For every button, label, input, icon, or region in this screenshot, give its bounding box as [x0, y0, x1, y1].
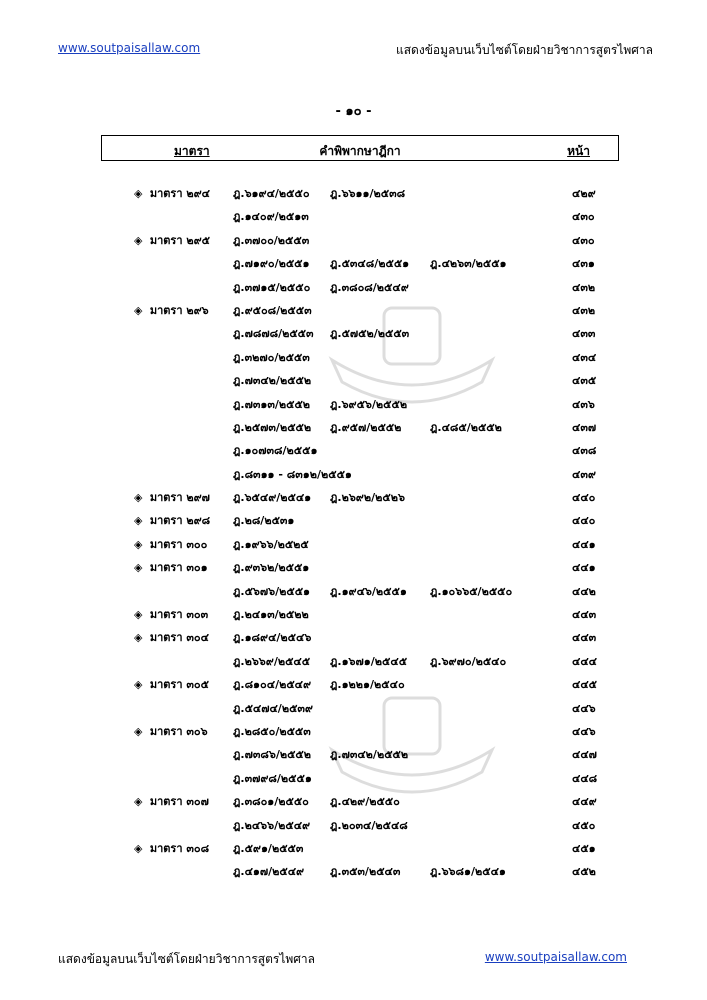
page-ref: ๔๕๒: [572, 865, 596, 879]
table-row: [0, 648, 707, 671]
section-text: มาตรา ๓๐๖: [149, 724, 208, 738]
case-ref: ฎ.๙๓๖๒/๒๕๕๑: [233, 561, 310, 575]
table-row: [0, 461, 707, 484]
page-ref: ๔๔๒: [572, 584, 596, 598]
case-ref: ฎ.๑๖๗๑/๒๕๔๕: [330, 654, 408, 668]
case-ref: ฎ.๓๘๐๑/๒๕๕๐: [233, 795, 309, 809]
table-row: [0, 484, 707, 507]
section-label: [134, 301, 209, 319]
section-label: [134, 792, 209, 810]
page-ref: ๔๔๐: [572, 491, 596, 505]
table-row: [0, 180, 707, 203]
case-ref: ฎ.๘๑๐๔/๒๕๔๙: [233, 678, 312, 692]
table-row: [0, 203, 707, 226]
case-ref: ฎ.๓๕๓/๒๕๔๓: [330, 865, 401, 879]
diamond-bullet-icon: ◈: [134, 841, 143, 855]
diamond-bullet-icon: ◈: [134, 233, 143, 247]
case-ref: ฎ.๑๐๖๖๕/๒๕๕๐: [430, 584, 513, 598]
table-row: [0, 391, 707, 414]
case-ref: ฎ.๗๓๘๖/๒๕๕๒: [233, 748, 311, 762]
case-ref: ฎ.๕๓๔๘/๒๕๕๑: [330, 257, 410, 271]
page-ref: ๔๓๑: [572, 257, 595, 271]
table-row: [0, 858, 707, 881]
case-ref: ฎ.๖๕๔๙/๒๕๔๑: [233, 491, 312, 505]
section-text: มาตรา ๓๐๔: [149, 631, 209, 645]
table-row: [0, 812, 707, 835]
page-ref: ๔๓๔: [572, 350, 597, 364]
section-label: [134, 628, 209, 646]
section-label: [134, 511, 210, 529]
page-ref: ๔๓๘: [572, 444, 597, 458]
page-ref: ๔๔๑: [572, 561, 596, 575]
table-row: [0, 507, 707, 530]
case-ref: ฎ.๖๖๘๑/๒๕๔๑: [430, 865, 506, 879]
section-text: มาตรา ๓๐๐: [149, 537, 208, 551]
table-row: [0, 367, 707, 390]
case-ref: ฎ.๑๒๒๑/๒๕๔๐: [330, 678, 405, 692]
case-ref: ฎ.๑๐๗๓๘/๒๕๕๑: [233, 444, 318, 458]
page-ref: ๔๔๕: [572, 678, 597, 692]
table-row: [0, 437, 707, 460]
case-ref: ฎ.๙๕๗/๒๕๕๒: [330, 420, 402, 434]
table-row: [0, 765, 707, 788]
section-label: [134, 722, 208, 740]
section-label: [134, 839, 209, 857]
case-ref: ฎ.๕๔๗๔/๒๕๓๙: [233, 701, 313, 715]
page-ref: ๔๔๙: [572, 795, 597, 809]
table-row: [0, 601, 707, 624]
diamond-bullet-icon: ◈: [134, 724, 143, 738]
page-ref: ๔๔๖: [572, 724, 596, 738]
case-ref: ฎ.๔๒๖๓/๒๕๕๑: [430, 257, 507, 271]
case-ref: ฎ.๓๒๗๐/๒๕๕๓: [233, 350, 310, 364]
case-ref: ฎ.๒๖๖๙/๒๕๔๕: [233, 654, 311, 668]
case-ref: ฎ.๔๒๙/๒๕๕๐: [330, 795, 400, 809]
case-ref: ฎ.๗๘๗๘/๒๕๕๓: [233, 327, 314, 341]
page-number: - ๑๐ -: [335, 104, 372, 119]
table-row: [0, 788, 707, 811]
diamond-bullet-icon: ◈: [134, 678, 143, 692]
page-ref: ๔๓๙: [572, 467, 596, 481]
header-website-link[interactable]: www.soutpaisallaw.com: [58, 41, 201, 55]
section-label: [134, 488, 210, 506]
table-row: [0, 250, 707, 273]
column-header-title: คำพิพากษาฎีกา: [319, 144, 401, 158]
section-text: มาตรา ๒๙๕: [149, 233, 210, 247]
case-ref: ฎ.๔๑๗/๒๕๔๙: [233, 865, 305, 879]
page-ref: ๔๒๙: [572, 187, 596, 200]
table-row: [0, 531, 707, 554]
case-ref: ฎ.๗๑๙๐/๒๕๕๑: [233, 257, 310, 271]
case-ref: ฎ.๕๖๗๖/๒๕๕๑: [233, 584, 311, 598]
page-ref: ๔๓๕: [572, 374, 597, 388]
page-ref: ๔๔๓: [572, 608, 597, 622]
diamond-bullet-icon: ◈: [134, 303, 143, 317]
case-ref: ฎ.๓๗๐๐/๒๕๕๓: [233, 233, 310, 247]
case-ref: ฎ.๒๘/๒๕๓๑: [233, 514, 295, 528]
table-row: [0, 274, 707, 297]
section-text: มาตรา ๓๐๘: [149, 841, 210, 855]
section-text: มาตรา ๒๙๖: [149, 303, 209, 317]
diamond-bullet-icon: ◈: [134, 537, 143, 551]
column-header-page: หน้า: [567, 144, 590, 158]
case-ref: ฎ.๒๕๗๓/๒๕๕๒: [233, 420, 312, 434]
page-ref: ๔๓๗: [572, 420, 597, 434]
case-ref: ฎ.๕๙๑/๒๕๕๓: [233, 841, 304, 855]
index-table: [0, 180, 707, 882]
case-ref: ฎ.๙๕๐๘/๒๕๕๓: [233, 303, 312, 317]
section-text: มาตรา ๒๙๔: [149, 187, 210, 200]
case-ref: ฎ.๓๘๐๘/๒๕๔๙: [330, 280, 409, 294]
footer-website-link[interactable]: www.soutpaisallaw.com: [484, 950, 627, 964]
case-ref: ฎ.๑๘๙๔/๒๕๔๖: [233, 631, 312, 645]
case-ref: ฎ.๒๖๙๒/๒๕๒๖: [330, 491, 405, 505]
page-ref: ๔๓๒: [572, 303, 596, 317]
page-ref: ๔๔๔: [572, 654, 597, 668]
case-ref: ฎ.๗๓๔๒/๒๕๕๒: [233, 374, 312, 388]
case-ref: ฎ.๘๓๑๑ - ๘๓๑๒/๒๕๕๑: [233, 467, 352, 481]
diamond-bullet-icon: ◈: [134, 631, 143, 645]
table-row: [0, 227, 707, 250]
case-ref: ฎ.๑๙๔๖/๒๕๕๑: [330, 584, 407, 598]
column-header-section: มาตรา: [174, 144, 210, 158]
table-row: [0, 741, 707, 764]
case-ref: ฎ.๖๙๗๐/๒๕๔๐: [430, 654, 507, 668]
table-row: [0, 624, 707, 647]
page-ref: ๔๓๐: [572, 233, 595, 247]
table-row: [0, 695, 707, 718]
case-ref: ฎ.๗๓๑๓/๒๕๕๒: [233, 397, 311, 411]
section-label: [134, 184, 210, 202]
page-ref: ๔๔๑: [572, 537, 596, 551]
table-row: [0, 718, 707, 741]
section-text: มาตรา ๓๐๓: [149, 608, 209, 622]
case-ref: ฎ.๖๑๙๔/๒๕๕๐: [233, 187, 310, 200]
case-ref: ฎ.๓๗๙๘/๒๕๕๑: [233, 771, 312, 785]
table-header: [101, 135, 619, 161]
section-label: [134, 605, 208, 623]
case-ref: ฎ.๒๘๕๐/๒๕๕๓: [233, 724, 311, 738]
table-row: [0, 297, 707, 320]
table-row: [0, 578, 707, 601]
case-ref: ฎ.๖๙๕๖/๒๕๕๒: [330, 397, 408, 411]
diamond-bullet-icon: ◈: [134, 491, 143, 505]
case-ref: ฎ.๒๔๖๖/๒๕๔๙: [233, 818, 311, 832]
section-label: [134, 231, 210, 249]
section-text: มาตรา ๓๐๕: [149, 678, 209, 692]
case-ref: ฎ.๕๗๕๒/๒๕๕๓: [330, 327, 410, 341]
table-row: [0, 344, 707, 367]
section-label: [134, 535, 207, 553]
section-text: มาตรา ๒๙๗: [149, 491, 210, 505]
page-ref: ๔๓๒: [572, 280, 596, 294]
table-row: [0, 671, 707, 694]
footer-title: แสดงข้อมูลบนเว็บไซต์โดยฝ่ายวิชาการสูตรไพศาล: [58, 952, 315, 966]
case-ref: ฎ.๗๓๔๒/๒๕๕๒: [330, 748, 409, 762]
page-ref: ๔๕๐: [572, 818, 596, 832]
page-ref: ๔๔๖: [572, 701, 596, 715]
page-ref: ๔๕๑: [572, 841, 596, 855]
section-text: มาตรา ๓๐๑: [149, 561, 208, 575]
case-ref: ฎ.๑๙๖๖/๒๕๒๕: [233, 537, 309, 551]
diamond-bullet-icon: ◈: [134, 514, 143, 528]
section-label: [134, 675, 209, 693]
case-ref: ฎ.๒๔๑๓/๒๕๒๒: [233, 608, 309, 622]
diamond-bullet-icon: ◈: [134, 561, 143, 575]
table-row: [0, 414, 707, 437]
table-row: [0, 320, 707, 343]
page-ref: ๔๔๗: [572, 748, 597, 762]
page-ref: ๔๔๓: [572, 631, 597, 645]
case-ref: ฎ.๒๐๓๔/๒๕๔๘: [330, 818, 408, 832]
page-ref: ๔๔๘: [572, 771, 598, 785]
case-ref: ฎ.๑๔๐๙/๒๕๑๓: [233, 210, 309, 224]
case-ref: ฎ.๖๖๑๑/๒๕๓๘: [330, 187, 406, 200]
diamond-bullet-icon: ◈: [134, 608, 143, 622]
page-ref: ๔๔๐: [572, 514, 596, 528]
table-row: [0, 835, 707, 858]
section-label: [134, 558, 208, 576]
section-text: มาตรา ๒๙๘: [149, 514, 211, 528]
page-ref: ๔๓๖: [572, 397, 595, 411]
page-ref: ๔๓๓: [572, 327, 596, 341]
diamond-bullet-icon: ◈: [134, 187, 143, 200]
table-row: [0, 554, 707, 577]
diamond-bullet-icon: ◈: [134, 795, 143, 809]
case-ref: ฎ.๔๘๕/๒๕๕๒: [430, 420, 502, 434]
page-ref: ๔๓๐: [572, 210, 595, 224]
case-ref: ฎ.๓๗๑๕/๒๕๕๐: [233, 280, 311, 294]
header-title: แสดงข้อมูลบนเว็บไซต์โดยฝ่ายวิชาการสูตรไพศาล: [396, 43, 653, 57]
section-text: มาตรา ๓๐๗: [149, 795, 209, 809]
